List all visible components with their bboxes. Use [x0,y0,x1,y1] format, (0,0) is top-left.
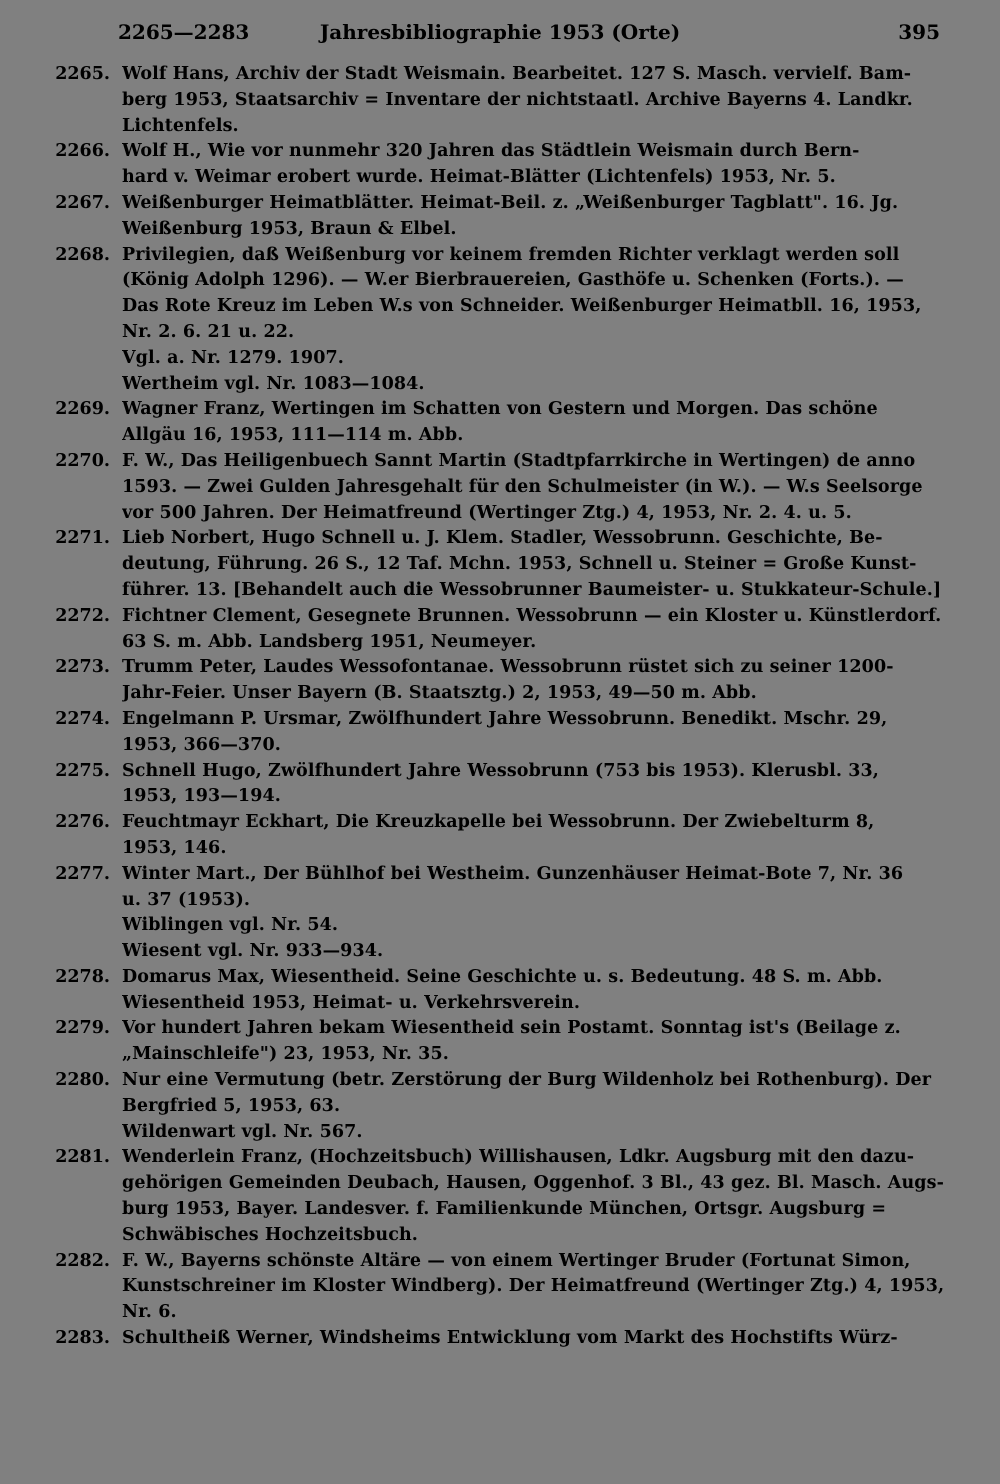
entry-line: Privilegien, daß Weißenburg vor keinem fremden Richter verklagt werden soll [122,244,900,265]
page-number: 395 [898,20,940,44]
entry-number: 2282. [55,1250,110,1271]
entry-line: Nur eine Vermutung (betr. Zerstörung der Burg Wildenholz bei Rothenburg). Der [122,1070,932,1091]
entry-line: Weißenburg 1953, Braun & Elbel. [122,218,457,239]
entry-number: 2283. [55,1328,110,1349]
entry-line: Wiblingen vgl. Nr. 54. [122,915,339,936]
bibliography-entry [0,62,1000,139]
entry-line: Wiesentheid 1953, Heimat- u. Verkehrsverein. [122,992,581,1013]
entry-line: Lichtenfels. [122,115,239,136]
entry-number: 2276. [55,812,110,833]
bibliography-entry [0,604,1000,656]
entry-text [122,655,952,707]
entry-line: Wiesent vgl. Nr. 933—934. [122,941,384,962]
entry-number: 2280. [55,1070,110,1091]
bibliography-entry [0,243,1000,398]
entry-line: Winter Mart., Der Bühlhof bei Westheim. Gunzenhäuser Heimat-Bote 7, Nr. 36 [122,863,904,884]
entry-line: Das Rote Kreuz im Leben W.s von Schneider. Weißenburger Heimatbll. 16, 1953, [122,296,922,317]
entry-text [122,1145,952,1248]
entry-text [122,862,952,965]
entry-text [122,965,952,1017]
entry-line: deutung, Führung. 26 S., 12 Taf. Mchn. 1953, Schnell u. Steiner = Große Kunst- [122,554,917,575]
entry-line: Wertheim vgl. Nr. 1083—1084. [122,373,425,394]
entry-number: 2275. [55,760,110,781]
entry-line: Kunstschreiner im Kloster Windberg). Der Heimatfreund (Wertinger Ztg.) 4, 1953, [122,1276,945,1297]
entry-text [122,449,952,526]
entry-line: 1593. — Zwei Gulden Jahresgehalt für den Schulmeister (in W.). — W.s Seelsorge [122,476,923,497]
entry-number: 2278. [55,966,110,987]
entry-text [122,1068,952,1145]
entry-line: Vor hundert Jahren bekam Wiesentheid sein Postamt. Sonntag ist's (Beilage z. [122,1018,901,1039]
entry-line: Lieb Norbert, Hugo Schnell u. J. Klem. Stadler, Wessobrunn. Geschichte, Be- [122,528,883,549]
entry-line: Bergfried 5, 1953, 63. [122,1095,341,1116]
entry-text [122,604,952,656]
bibliography-entry [0,449,1000,526]
bibliography-entry [0,1068,1000,1145]
entry-line: vor 500 Jahren. Der Heimatfreund (Wertinger Ztg.) 4, 1953, Nr. 2. 4. u. 5. [122,502,852,523]
bibliography-entry [0,1249,1000,1326]
entry-line: Schwäbisches Hochzeitsbuch. [122,1224,418,1245]
entry-line: Nr. 2. 6. 21 u. 22. [122,321,295,342]
entry-line: Nr. 6. [122,1302,177,1323]
entry-line: Wolf Hans, Archiv der Stadt Weismain. Bearbeitet. 127 S. Masch. vervielf. Bam- [122,64,912,84]
entry-text [122,759,952,811]
entry-line: F. W., Das Heiligenbuech Sannt Martin (Stadtpfarrkirche in Wertingen) de anno [122,450,916,471]
bibliography-entry [0,655,1000,707]
entry-number: 2268. [55,244,110,265]
bibliography-entry [0,191,1000,243]
entry-line: Schultheiß Werner, Windsheims Entwicklung vom Markt des Hochstifts Würz- [122,1328,898,1349]
entry-number: 2273. [55,657,110,678]
entry-list [0,62,1000,1352]
entry-number: 2266. [55,141,110,162]
entry-number: 2274. [55,708,110,729]
bibliography-entry [0,810,1000,862]
entry-line: Allgäu 16, 1953, 111—114 m. Abb. [122,425,464,446]
entry-line: Fichtner Clement, Gesegnete Brunnen. Wessobrunn — ein Kloster u. Künstlerdorf. [122,605,942,626]
entry-line: hard v. Weimar erobert wurde. Heimat-Blätter (Lichtenfels) 1953, Nr. 5. [122,167,836,188]
entry-text [122,707,952,759]
entry-range: 2265—2283 [118,20,250,44]
entry-text [122,191,952,243]
entry-text [122,1016,952,1068]
entry-number: 2267. [55,192,110,213]
entry-line: berg 1953, Staatsarchiv = Inventare der nichtstaatl. Archive Bayerns 4. Landkr. [122,89,913,110]
entry-text [122,397,952,449]
entry-line: 1953, 146. [122,837,227,858]
bibliography-entry [0,707,1000,759]
entry-number: 2265. [55,64,110,84]
running-header [0,20,1000,50]
entry-line: Weißenburger Heimatblätter. Heimat-Beil. z. „Weißenburger Tagblatt". 16. Jg. [122,192,899,213]
entry-text [122,810,952,862]
entry-number: 2281. [55,1147,110,1168]
entry-line: Feuchtmayr Eckhart, Die Kreuzkapelle bei Wessobrunn. Der Zwiebelturm 8, [122,812,875,833]
bibliography-entry [0,965,1000,1017]
bibliography-entry [0,862,1000,965]
entry-line: 1953, 366—370. [122,734,281,755]
entry-number: 2269. [55,399,110,420]
entry-line: 63 S. m. Abb. Landsberg 1951, Neumeyer. [122,631,537,652]
entry-text [122,243,952,398]
bibliography-entry [0,1016,1000,1068]
bibliography-entry [0,1326,1000,1352]
bibliography-entry [0,397,1000,449]
bibliography-entry [0,1145,1000,1248]
entry-line: gehörigen Gemeinden Deubach, Hausen, Oggenhof. 3 Bl., 43 gez. Bl. Masch. Augs- [122,1173,944,1194]
bibliography-entry [0,139,1000,191]
entry-number: 2272. [55,605,110,626]
entry-line: Wildenwart vgl. Nr. 567. [122,1121,363,1142]
entry-line: führer. 13. [Behandelt auch die Wessobrunner Baumeister- u. Stukkateur-Schule.] [122,579,942,600]
entry-number: 2277. [55,863,110,884]
page-title: Jahresbibliographie 1953 (Orte) [319,20,681,44]
entry-line: Wagner Franz, Wertingen im Schatten von Gestern und Morgen. Das schöne [122,399,878,420]
entry-line: Engelmann P. Ursmar, Zwölfhundert Jahre Wessobrunn. Benedikt. Mschr. 29, [122,708,888,729]
entry-line: Vgl. a. Nr. 1279. 1907. [122,347,344,368]
entry-line: F. W., Bayerns schönste Altäre — von einem Wertinger Bruder (Fortunat Simon, [122,1250,911,1271]
bibliography-entry [0,759,1000,811]
entry-line: Domarus Max, Wiesentheid. Seine Geschichte u. s. Bedeutung. 48 S. m. Abb. [122,966,883,987]
entry-line: Wolf H., Wie vor nunmehr 320 Jahren das Städtlein Weismain durch Bern- [122,141,860,162]
entry-line: u. 37 (1953). [122,889,251,910]
entry-line: (König Adolph 1296). — W.er Bierbrauereien, Gasthöfe u. Schenken (Forts.). — [122,270,904,291]
entry-line: Jahr-Feier. Unser Bayern (B. Staatsztg.) 2, 1953, 49—50 m. Abb. [122,683,757,704]
entry-text [122,1326,952,1352]
entry-line: „Mainschleife") 23, 1953, Nr. 35. [122,1044,449,1065]
entry-line: burg 1953, Bayer. Landesver. f. Familienkunde München, Ortsgr. Augsburg = [122,1199,887,1220]
bibliography-entry [0,526,1000,603]
entry-text [122,1249,952,1326]
entry-line: 1953, 193—194. [122,786,281,807]
entry-text [122,139,952,191]
entry-text [122,526,952,603]
entry-text [122,62,952,139]
entry-number: 2270. [55,450,110,471]
entry-line: Schnell Hugo, Zwölfhundert Jahre Wessobrunn (753 bis 1953). Klerusbl. 33, [122,760,879,781]
entry-line: Trumm Peter, Laudes Wessofontanae. Wessobrunn rüstet sich zu seiner 1200- [122,657,894,678]
entry-number: 2279. [55,1018,110,1039]
entry-number: 2271. [55,528,110,549]
entry-line: Wenderlein Franz, (Hochzeitsbuch) Willishausen, Ldkr. Augsburg mit den dazu- [122,1147,915,1168]
